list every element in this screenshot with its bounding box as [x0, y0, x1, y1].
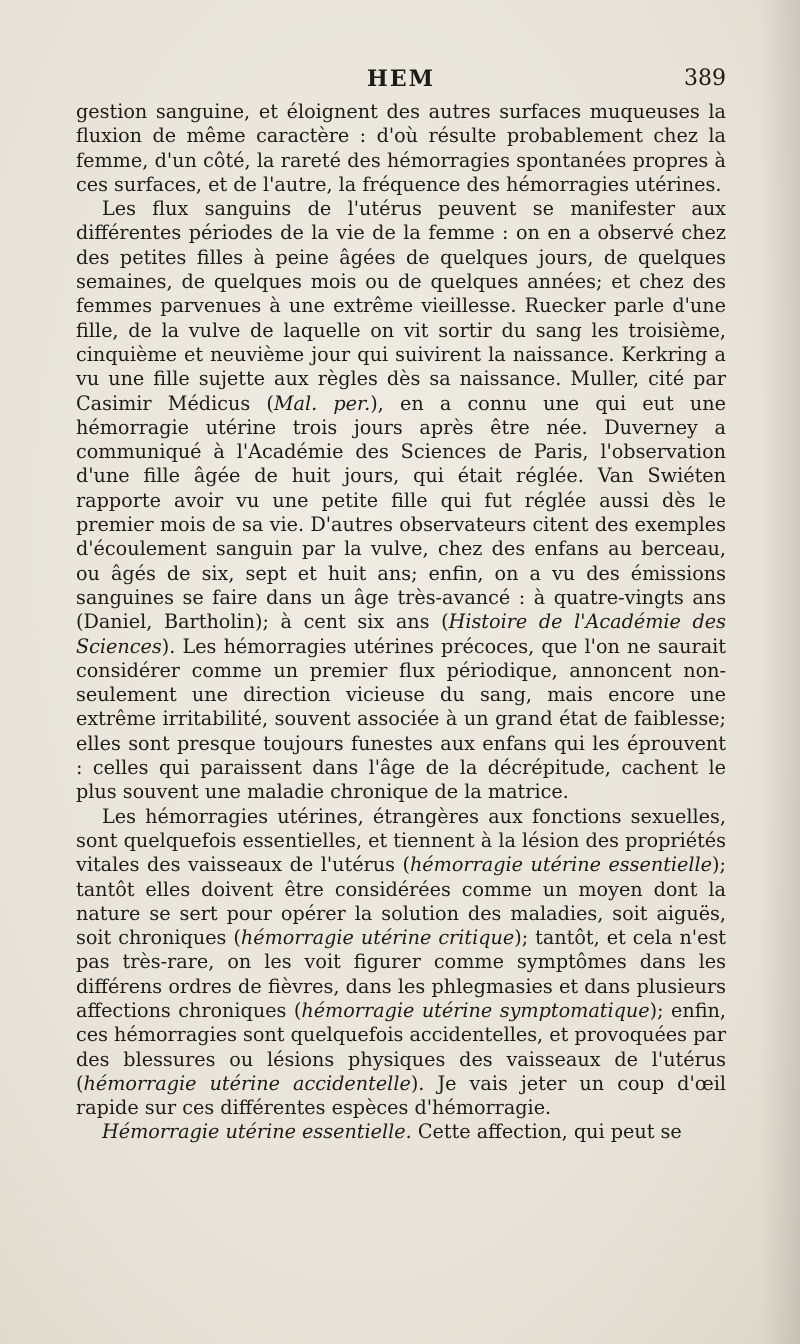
paragraph: [76, 1120, 726, 1144]
text-run: Les hémorragies utérines, étrangères aux fonctions sexuelles, sont quelquefois essentielles, et tiennent à la lésion des propriétés vitales des vaisseaux de l'utérus (: [76, 804, 726, 877]
text-run: ), en a connu une qui eut une hémorragie utérine trois jours après être née. Duverney a communiqué à l'Académie des Sciences de Paris, l'observation d'une fille âgée de huit jours, qui était réglée. Van Swiéten rapporte avoir vu une petite fille qui fut réglée aussi dès le premier mois de sa vie. D'autres observateurs citent des exemples d'écoulement sanguin par la vulve, chez des enfans au berceau, ou âgés de six, sept et huit ans; enfin, on a vu des émissions sanguines se faire dans un âge très-avancé : à quatre-vingts ans (Daniel, Bartholin); à cent six ans (: [76, 391, 726, 634]
paragraph: [76, 100, 726, 197]
text-run: Cette affection, qui peut se: [411, 1120, 682, 1144]
body-text: [76, 100, 726, 1145]
text-run: Les flux sanguins de l'utérus peuvent se manifester aux différentes périodes de la vie de la femme : on en a observé chez des petites filles à peine âgées de quelques jours, de quelques semaines, de quelques mois ou de quelques années; et chez des femmes parvenues à une extrême vieillesse. Ruecker parle d'une fille, de la vulve de laquelle on vit sortir du sang les troisième, cinquième et neuvième jour qui suivirent la naissance. Kerkring a vu une fille sujette aux règles dès sa naissance. Muller, cité par Casimir Médicus (: [76, 197, 726, 415]
text-run: gestion sanguine, et éloignent des autres surfaces muqueuses la fluxion de même caractère : d'où résulte probablement chez la femme, d'un côté, la rareté des hémorragies spontanées propres à ces surfaces, et de l'autre, la fréquence des hémorragies utérines.: [76, 100, 726, 196]
text-run: ). Les hémorragies utérines précoces, que l'on ne saurait considérer comme un premier flux périodique, annoncent non-seulement une direction vicieuse du sang, mais encore une extrême irritabilité, souvent associée à un grand état de faiblesse; elles sont presque toujours funestes aux enfans qui les éprouvent : celles qui paraissent dans l'âge de la décrépitude, cachent le plus souvent une maladie chronique de la matrice.: [76, 634, 726, 804]
paragraph: [76, 197, 726, 804]
italic-text: hémorragie utérine critique: [240, 926, 515, 950]
text-run: ); tantôt elles doivent être considérées comme un moyen dont la nature se sert pour opérer la solution des maladies, soit aiguës, soit chroniques (: [76, 853, 726, 950]
text-run: ). Je vais jeter un coup d'œil rapide sur ces différentes espèces d'hémorragie.: [76, 1071, 726, 1120]
page-edge-shadow: [760, 0, 800, 1344]
text-run: ); tantôt, et cela n'est pas très-rare, on les voit figurer comme symptômes dans les différens ordres de fièvres, dans les phlegmasies et dans plusieurs affections chroniques (: [76, 926, 726, 1022]
running-head: HEM: [367, 66, 435, 92]
italic-text: hémorragie utérine symptomatique: [301, 998, 650, 1022]
page-header: [76, 66, 726, 98]
italic-text: Mal. per.: [273, 391, 371, 415]
italic-text: Hémorragie utérine essentielle.: [102, 1120, 412, 1144]
italic-text: hémorragie utérine essentielle: [409, 853, 713, 877]
page-number: 389: [684, 66, 726, 91]
paragraph: [76, 805, 726, 1121]
italic-text: Histoire de l'Académie des Sciences: [76, 610, 727, 658]
text-run: ); enfin, ces hémorragies sont quelquefois accidentelles, et provoquées par des blessures ou lésions physiques des vaisseaux de l'utérus (: [76, 998, 726, 1095]
italic-text: hémorragie utérine accidentelle: [83, 1071, 411, 1095]
